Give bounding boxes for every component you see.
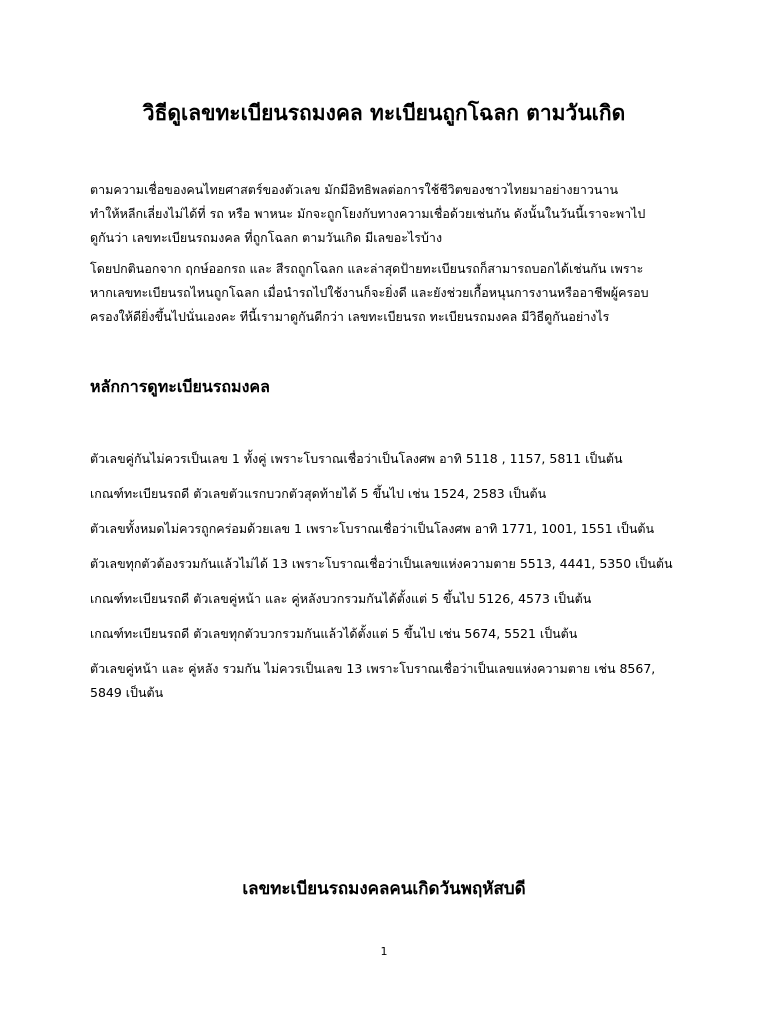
rule-item-4-line-1: ตัวเลขทุกตัวต้องรวมกันแล้วไม่ได้ 13 เพราะโบราณเชื่อว่าเป็นเลขแห่งความตาย 5513, 4441, 5350 เป็นต้น	[90, 556, 673, 571]
rule-item-6	[90, 622, 690, 646]
intro-paragraph-2-line-1: โดยปกตินอกจาก ฤกษ์ออกรถ และ สีรถถูกโฉลก และล่าสุดป้ายทะเบียนรถก็สามารถบอกได้เช่นกัน เพราะ	[90, 261, 644, 276]
document-title: วิธีดูเลขทะเบียนรถมงคล ทะเบียนถูกโฉลก ตามวันเกิด	[142, 101, 626, 125]
rule-item-7-line-1: ตัวเลขคู่หน้า และ คู่หลัง รวมกัน ไม่ควรเป็นเลข 13 เพราะโบราณเชื่อว่าเป็นเลขแห่งความตาย เช่น 8567,	[90, 661, 656, 676]
intro-paragraph-1-line-1: ตามความเชื่อของคนไทยศาสตร์ของตัวเลข มักมีอิทธิพลต่อการใช้ชีวิตของชาวไทยมาอย่างยาวนาน	[90, 182, 619, 197]
intro-paragraph-2	[90, 257, 690, 329]
rule-item-4	[90, 552, 690, 576]
intro-paragraph-2-line-3: ครองให้ดียิ่งขึ้นไปนั่นเองคะ ทีนี้เรามาดูกันดีกว่า เลขทะเบียนรถ ทะเบียนรถมงคล มีวิธีดูกันอย่างไร	[90, 309, 610, 324]
rule-item-2-line-1: เกณฑ์ทะเบียนรถดี ตัวเลขตัวแรกบวกตัวสุดท้ายได้ 5 ขึ้นไป เช่น 1524, 2583 เป็นต้น	[90, 486, 547, 501]
intro-paragraph-2-line-2: หากเลขทะเบียนรถไหนถูกโฉลก เมื่อนำรถไปใช้งานก็จะยิ่งดี และยังช่วยเกื้อหนุนการงานหรืออาชีพผู้ครอบ	[90, 285, 649, 300]
rule-item-1	[90, 447, 690, 471]
intro-paragraph-1	[90, 178, 690, 250]
sub-heading: เลขทะเบียนรถมงคลคนเกิดวันพฤหัสบดี	[242, 879, 526, 899]
rule-item-3	[90, 517, 690, 541]
rule-item-5	[90, 587, 690, 611]
rule-item-2	[90, 482, 690, 506]
section-heading: หลักการดูทะเบียนรถมงคล	[90, 377, 270, 396]
rule-item-1-line-1: ตัวเลขคู่กันไม่ควรเป็นเลข 1 ทั้งคู่ เพราะโบราณเชื่อว่าเป็นโลงศพ อาทิ 5118 , 1157, 5811 เป็นต้น	[90, 451, 623, 466]
rule-item-3-line-1: ตัวเลขทั้งหมดไม่ควรถูกคร่อมด้วยเลข 1 เพราะโบราณเชื่อว่าเป็นโลงศพ อาทิ 1771, 1001, 1551 เป็นต้น	[90, 521, 655, 536]
rule-item-5-line-1: เกณฑ์ทะเบียนรถดี ตัวเลขคู่หน้า และ คู่หลังบวกรวมกันได้ตั้งแต่ 5 ขึ้นไป 5126, 4573 เป็นต้น	[90, 591, 592, 606]
rule-item-6-line-1: เกณฑ์ทะเบียนรถดี ตัวเลขทุกตัวบวกรวมกันแล้วได้ตั้งแต่ 5 ขึ้นไป เช่น 5674, 5521 เป็นต้น	[90, 626, 578, 641]
intro-paragraph-1-line-2: ทำให้หลีกเลี่ยงไม่ได้ที่ รถ หรือ พาหนะ มักจะถูกโยงกับทางความเชื่อด้วยเช่นกัน ดังนั้นในวันนี้เราจะพาไป	[90, 206, 646, 221]
page-number: 1	[380, 945, 388, 958]
intro-paragraph-1-line-3: ดูกันว่า เลขทะเบียนรถมงคล ที่ถูกโฉลก ตามวันเกิด มีเลขอะไรบ้าง	[90, 230, 443, 245]
rule-item-7	[90, 657, 690, 705]
rule-item-7-line-2: 5849 เป็นต้น	[90, 685, 164, 700]
